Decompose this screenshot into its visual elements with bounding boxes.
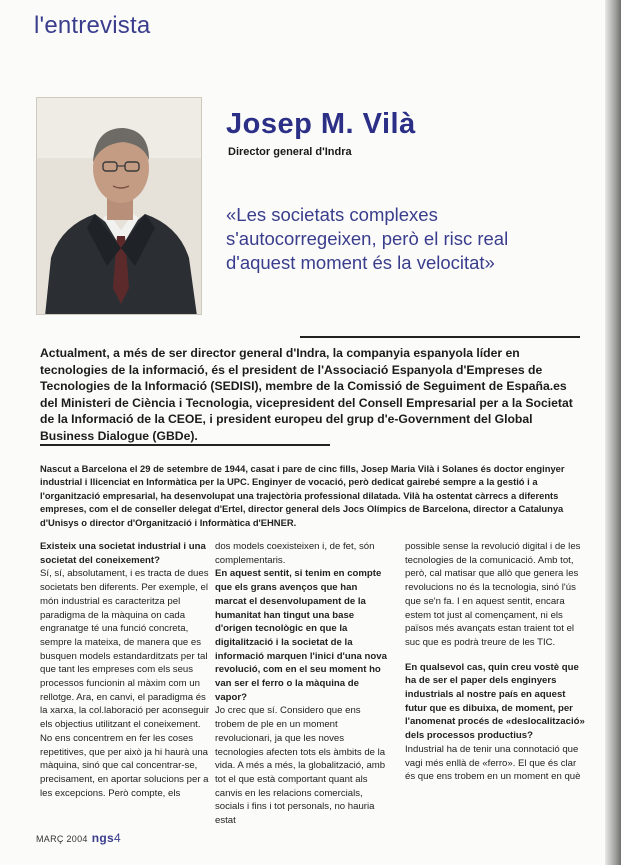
footer-date: MARÇ 2004 bbox=[36, 834, 88, 844]
answer-2: Jo crec que sí. Considero que ens trobem de ple en un moment revolucionari, ja que les noves tecnologies afecten tots els àmbits de la vida. A més a més, la globalització, amb tot el que està comportant quant als canvis en les relacions comercials, socials i fins i tot personals, no hauria estat bbox=[215, 705, 386, 827]
lead-bottom-rule bbox=[40, 444, 330, 446]
text-column-2 bbox=[215, 540, 391, 828]
page-spine-shadow bbox=[605, 0, 621, 865]
answer-1-continued: dos models coexisteixen i, de fet, són complementaris. bbox=[215, 541, 375, 566]
text-column-3 bbox=[405, 540, 585, 784]
page-number: 4 bbox=[113, 831, 121, 845]
biography-paragraph: Nascut a Barcelona el 29 de setembre de 1944, casat i pare de cinc fills, Josep Maria Vilà i Solanes és doctor enginyer industrial i llicenciat en Informàtica per la UPC. Enginyer de vocació, però dedicat gairebé sempre a la gestió i a l'organització empresarial, ha desenvolupat una trajectòria professional dilatada. Vilà ha ostentat càrrecs a diferents empreses, com el de conseller delegat d'Ertel, director general dels Jocs Olímpics de Barcelona, director a Catalunya d'Unisys o director d'Organització i Informàtica d'EHNER. bbox=[40, 463, 565, 528]
answer-2-continued: possible sense la revolució digital i de les tecnologies de la comunicació. Amb tot, però, cal matisar que allò que genera les revolucions no és la tecnologia, sinó l'ús que se'n fa. I en aquest sentit, encara estem tot just al començament, ni els països més avançats estan traient tot el suc que es podrà treure de les TIC. bbox=[405, 541, 581, 648]
portrait-photo bbox=[36, 97, 202, 315]
question-2: En aquest sentit, si tenim en compte que els grans avenços que han marcat el desenvolupament de la humanitat han tingut una base d'origen tecnològic en que la digitalització i la societat de la informació marquen l'inici d'una nova revolució, com en el seu moment ho van ser el ferro o la màquina de vapor? bbox=[215, 568, 387, 703]
interviewee-role: Director general d'Indra bbox=[228, 146, 352, 158]
answer-1: Sí, sí, absolutament, i es tracta de dues societats ben diferents. Per exemple, el món industrial es caracteritza pel paradigma de la màquina on cada engranatge té una funció concreta, sempre la mateixa, de manera que es busquen models estandarditzats per tal que tant les empreses com els seus processos funcionin al màxim com un rellotge. Ara, en canvi, el paradigma és la xarxa, la col.laboració per aconseguir els objectius utilitzant el coneixement. No ens concentrem en fer les coses repetitives, que per això ja hi haurà una màquina, sinó que cal concentrar-se, precisament, en aportar solucions per a les excepcions. Però compte, els bbox=[40, 568, 210, 799]
question-1: Existeix una societat industrial i una societat del coneixement? bbox=[40, 541, 206, 566]
lead-top-rule bbox=[300, 336, 580, 338]
section-label: l'entrevista bbox=[34, 12, 151, 39]
page-footer bbox=[36, 831, 121, 845]
portrait-illustration bbox=[37, 98, 202, 315]
interviewee-name: Josep M. Vilà bbox=[226, 108, 416, 140]
question-3: En qualsevol cas, quin creu vostè que ha de ser el paper dels enginyers industrials al nostre país en aquest futur que es dibuixa, de moment, per l'anomenat procés de «deslocalització» dels processos productius? bbox=[405, 661, 585, 742]
answer-3: Industrial ha de tenir una connotació que vagi més enllà de «ferro». El que és clar és que ens trobem en un moment en què bbox=[405, 743, 581, 783]
lead-paragraph: Actualment, a més de ser director general d'Indra, la companyia espanyola líder en tecnologies de la informació, és el president de l'Associació Espanyola d'Empreses de Tecnologies de la Informació (SEDISI), membre de la Comissió de Seguiment de España.es del Ministeri de Ciència i Tecnologia, vicepresident del Consell Empresarial per a la Societat de la Informació de la CEOE, i president europeu del grup d'e-Government del Global Business Dialogue (GBDe). bbox=[40, 346, 573, 443]
pull-quote: «Les societats complexes s'autocorregeixen, però el risc real d'aquest moment és la velocitat» bbox=[226, 204, 509, 273]
text-column-1 bbox=[40, 540, 210, 800]
footer-brand: ngs bbox=[91, 831, 114, 845]
